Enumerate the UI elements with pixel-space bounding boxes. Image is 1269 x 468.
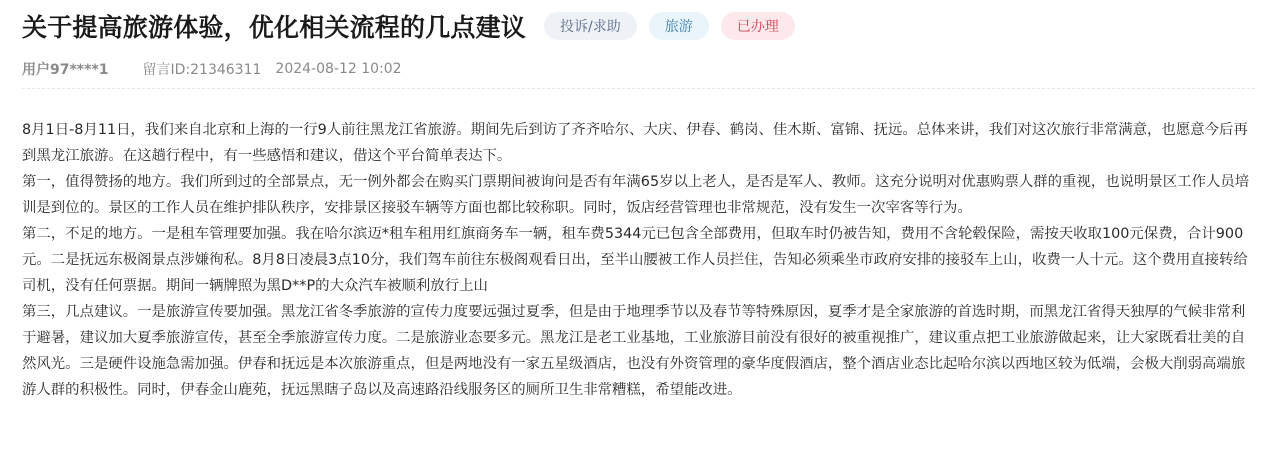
post-meta — [22, 58, 1257, 80]
body-paragraph: 第二，不足的地方。一是租车管理要加强。我在哈尔滨迈*租车租用红旗商务车一辆，租车费5344元已包含全部费用，但取车时仍被告知，费用不含轮毂保险，需按天收取100元保费，合计900元。二是抚远东极阁景点涉嫌徇私。8月8日凌晨3点10分，我们驾车前往东极阁观看日出，至半山腰被工作人员拦住，告知必须乘坐市政府安排的接驳车上山，收费一人十元。这个费用直接转给司机，没有任何票据。期间一辆牌照为黑D**P的大众汽车被顺利放行上山 — [22, 226, 1248, 294]
post-title: 关于提高旅游体验，优化相关流程的几点建议 — [22, 13, 527, 42]
body-paragraph: 第三，几点建议。一是旅游宣传要加强。黑龙江省冬季旅游的宣传力度要远强过夏季，但是由于地理季节以及春节等特殊原因，夏季才是全家旅游的首选时期，而黑龙江省得天独厚的气候非常利于避暑，建议加大夏季旅游宣传，甚至全季旅游宣传力度。二是旅游业态要多元。黑龙江是老工业基地，工业旅游目前没有很好的被重视推广，建议重点把工业旅游做起来，让大家既看壮美的自然风光。三是硬件设施急需加强。伊春和抚远是本次旅游重点，但是两地没有一家五星级酒店，也没有外资管理的豪华度假酒店，整个酒店业态比起哈尔滨以西地区较为低端，会极大削弱高端旅游人群的积极性。同时，伊春金山鹿苑，抚远黑瞎子岛以及高速路沿线服务区的厕所卫生非常糟糕，希望能改进。 — [22, 304, 1246, 398]
body-paragraph: 8月1日-8月11日，我们来自北京和上海的一行9人前往黑龙江省旅游。期间先后到访了齐齐哈尔、大庆、伊春、鹤岗、佳木斯、富锦、抚远。总体来讲，我们对这次旅行非常满意，也愿意今后再到黑龙江旅游。在这趟行程中，有一些感悟和建议，借这个平台简单表达下。 — [22, 122, 1248, 164]
body-paragraph: 第一，值得赞扬的地方。我们所到过的全部景点，无一例外都会在购买门票期间被询问是否有年满65岁以上老人，是否是军人、教师。这充分说明对优惠购票人群的重视，也说明景区工作人员培训是到位的。景区的工作人员在维护排队秩序，安排景区接驳车辆等方面也都比较称职。同时，饭店经营管理也非常规范，没有发生一次宰客等行为。 — [22, 174, 1250, 216]
header-divider — [22, 88, 1255, 89]
message-id: 留言ID:21346311 — [142, 62, 262, 78]
author-name: 用户97****1 — [22, 62, 109, 78]
topic-tag[interactable]: 旅游 — [649, 12, 709, 40]
post-timestamp: 2024-08-12 10:02 — [275, 61, 402, 77]
category-tag[interactable]: 投诉/求助 — [544, 12, 637, 40]
post-header — [22, 6, 1257, 80]
status-badge: 已办理 — [721, 12, 795, 40]
post-body — [22, 117, 1254, 403]
title-row — [22, 6, 1257, 46]
